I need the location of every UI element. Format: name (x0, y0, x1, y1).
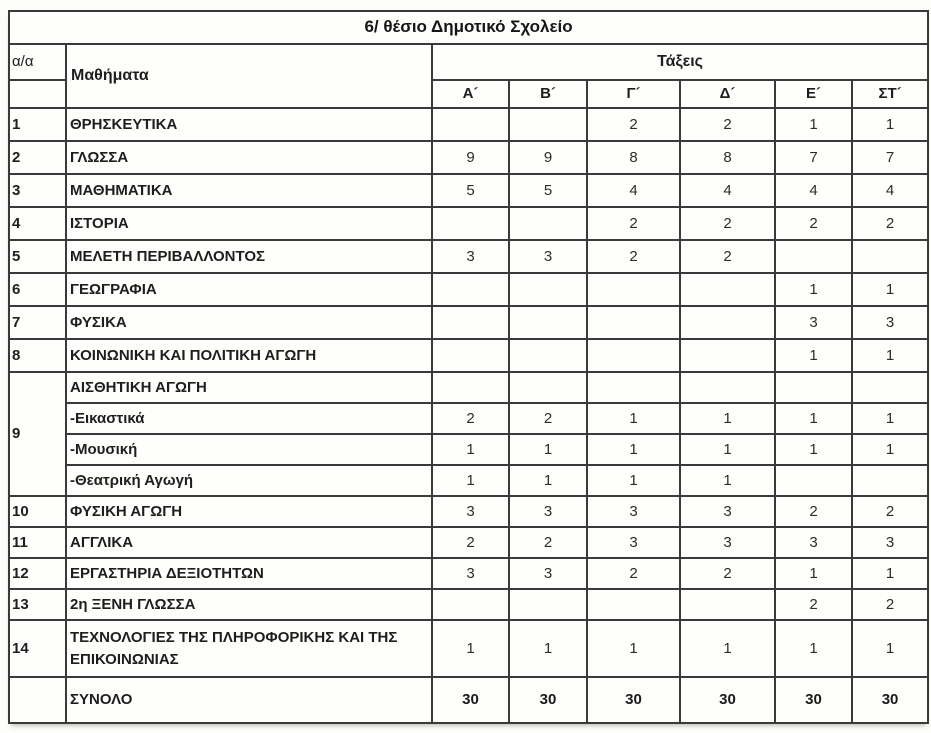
value-cell: 3 (587, 527, 680, 558)
value-cell: 2 (587, 240, 680, 273)
value-cell: 7 (852, 141, 928, 174)
row-number: 1 (9, 108, 66, 141)
value-cell (775, 240, 852, 273)
value-cell: 1 (852, 620, 928, 677)
value-cell: 1 (775, 558, 852, 589)
value-cell: 3 (432, 558, 509, 589)
header-class-b: Β´ (509, 80, 587, 108)
header-classes-group: Τάξεις (432, 44, 928, 80)
value-cell: 3 (432, 496, 509, 527)
value-cell: 1 (587, 465, 680, 496)
table-row (9, 496, 928, 527)
table-row (9, 141, 928, 174)
subject-cell: ΕΡΓΑΣΤΗΡΙΑ ΔΕΞΙΟΤΗΤΩΝ (66, 558, 432, 589)
header-row-top (9, 44, 928, 80)
table-row (9, 620, 928, 677)
value-cell: 3 (680, 527, 775, 558)
value-cell: 2 (775, 589, 852, 620)
value-cell: 1 (587, 403, 680, 434)
row-number: 7 (9, 306, 66, 339)
value-cell: 2 (852, 207, 928, 240)
value-cell: 4 (775, 174, 852, 207)
value-cell (509, 306, 587, 339)
table-sub-row (9, 465, 928, 496)
header-class-st: ΣΤ´ (852, 80, 928, 108)
title-row (9, 11, 928, 44)
table-sub-row (9, 434, 928, 465)
value-cell: 2 (680, 108, 775, 141)
value-cell: 1 (432, 434, 509, 465)
value-cell: 3 (775, 527, 852, 558)
value-cell (775, 465, 852, 496)
subject-cell: ΓΛΩΣΣΑ (66, 141, 432, 174)
row-number: 2 (9, 141, 66, 174)
subject-cell: ΓΕΩΓΡΑΦΙΑ (66, 273, 432, 306)
row-number: 8 (9, 339, 66, 372)
subject-cell: -Μουσική (66, 434, 432, 465)
total-value: 30 (587, 677, 680, 723)
value-cell: 2 (432, 527, 509, 558)
value-cell (432, 108, 509, 141)
table-row (9, 527, 928, 558)
row-number: 4 (9, 207, 66, 240)
header-class-e: Ε´ (775, 80, 852, 108)
value-cell: 1 (509, 465, 587, 496)
table-row (9, 558, 928, 589)
value-cell (509, 339, 587, 372)
row-number: 13 (9, 589, 66, 620)
value-cell: 1 (680, 620, 775, 677)
table-sub-row (9, 403, 928, 434)
value-cell (852, 372, 928, 403)
table-row (9, 207, 928, 240)
value-cell (680, 372, 775, 403)
value-cell: 2 (852, 496, 928, 527)
subject-cell: ΜΕΛΕΤΗ ΠΕΡΙΒΑΛΛΟΝΤΟΣ (66, 240, 432, 273)
value-cell: 8 (587, 141, 680, 174)
value-cell (852, 465, 928, 496)
table-row (9, 306, 928, 339)
value-cell (432, 207, 509, 240)
table-row (9, 372, 928, 403)
value-cell: 5 (432, 174, 509, 207)
subject-cell: ΚΟΙΝΩΝΙΚΗ ΚΑΙ ΠΟΛΙΤΙΚΗ ΑΓΩΓΗ (66, 339, 432, 372)
subject-cell: -Θεατρική Αγωγή (66, 465, 432, 496)
value-cell (432, 273, 509, 306)
value-cell: 1 (852, 273, 928, 306)
value-cell: 2 (775, 207, 852, 240)
value-cell: 1 (775, 108, 852, 141)
total-value: 30 (432, 677, 509, 723)
table-row (9, 273, 928, 306)
value-cell (680, 589, 775, 620)
total-value: 30 (680, 677, 775, 723)
value-cell: 1 (509, 620, 587, 677)
value-cell (680, 339, 775, 372)
value-cell: 1 (432, 620, 509, 677)
header-class-c: Γ´ (587, 80, 680, 108)
value-cell: 1 (680, 403, 775, 434)
value-cell: 1 (775, 620, 852, 677)
value-cell (509, 589, 587, 620)
header-class-a: Α´ (432, 80, 509, 108)
value-cell (587, 589, 680, 620)
value-cell: 4 (852, 174, 928, 207)
value-cell: 1 (775, 339, 852, 372)
row-number: 3 (9, 174, 66, 207)
total-value: 30 (509, 677, 587, 723)
value-cell: 2 (680, 558, 775, 589)
value-cell: 1 (509, 434, 587, 465)
value-cell: 3 (509, 240, 587, 273)
header-class-d: Δ´ (680, 80, 775, 108)
header-index-spacer (9, 80, 66, 108)
value-cell: 5 (509, 174, 587, 207)
value-cell: 2 (775, 496, 852, 527)
value-cell: 2 (680, 207, 775, 240)
total-value: 30 (775, 677, 852, 723)
value-cell: 2 (587, 207, 680, 240)
value-cell: 9 (509, 141, 587, 174)
value-cell: 1 (852, 108, 928, 141)
table-row (9, 240, 928, 273)
value-cell: 3 (432, 240, 509, 273)
total-index-spacer (9, 677, 66, 723)
value-cell: 3 (852, 527, 928, 558)
total-value: 30 (852, 677, 928, 723)
value-cell: 3 (852, 306, 928, 339)
subject-cell: ΜΑΘΗΜΑΤΙΚΑ (66, 174, 432, 207)
value-cell (775, 372, 852, 403)
value-cell (587, 273, 680, 306)
subject-cell: -Εικαστικά (66, 403, 432, 434)
table-row (9, 339, 928, 372)
subject-cell: ΑΙΣΘΗΤΙΚΗ ΑΓΩΓΗ (66, 372, 432, 403)
value-cell: 2 (587, 558, 680, 589)
row-number: 14 (9, 620, 66, 677)
header-subjects: Μαθήματα (66, 44, 432, 108)
value-cell (852, 240, 928, 273)
value-cell: 4 (680, 174, 775, 207)
row-number: 6 (9, 273, 66, 306)
subject-cell: ΑΓΓΛΙΚΑ (66, 527, 432, 558)
value-cell (509, 273, 587, 306)
value-cell: 1 (852, 403, 928, 434)
row-number: 5 (9, 240, 66, 273)
table-row (9, 108, 928, 141)
value-cell: 2 (587, 108, 680, 141)
value-cell: 2 (509, 403, 587, 434)
value-cell (680, 273, 775, 306)
value-cell: 7 (775, 141, 852, 174)
value-cell: 3 (775, 306, 852, 339)
row-number: 11 (9, 527, 66, 558)
value-cell: 3 (509, 558, 587, 589)
value-cell: 1 (775, 434, 852, 465)
value-cell (587, 306, 680, 339)
value-cell (509, 372, 587, 403)
value-cell (432, 306, 509, 339)
value-cell: 8 (680, 141, 775, 174)
value-cell: 9 (432, 141, 509, 174)
value-cell: 2 (509, 527, 587, 558)
value-cell: 1 (680, 434, 775, 465)
value-cell (587, 339, 680, 372)
value-cell (509, 207, 587, 240)
value-cell: 1 (587, 434, 680, 465)
subject-cell: ΦΥΣΙΚΑ (66, 306, 432, 339)
value-cell: 3 (509, 496, 587, 527)
value-cell: 2 (852, 589, 928, 620)
school-timetable-table (8, 10, 929, 724)
value-cell: 1 (775, 403, 852, 434)
value-cell (680, 306, 775, 339)
value-cell: 1 (852, 558, 928, 589)
subject-cell: ΦΥΣΙΚΗ ΑΓΩΓΗ (66, 496, 432, 527)
value-cell: 3 (680, 496, 775, 527)
value-cell: 2 (432, 403, 509, 434)
row-number: 9 (9, 372, 66, 496)
subject-cell: ΘΡΗΣΚΕΥΤΙΚΑ (66, 108, 432, 141)
value-cell: 1 (775, 273, 852, 306)
value-cell (587, 372, 680, 403)
value-cell: 1 (852, 339, 928, 372)
value-cell: 4 (587, 174, 680, 207)
value-cell (432, 339, 509, 372)
subject-cell: 2η ΞΕΝΗ ΓΛΩΣΣΑ (66, 589, 432, 620)
row-number: 12 (9, 558, 66, 589)
page-title: 6/ θέσιο Δημοτικό Σχολείο (9, 11, 928, 44)
value-cell (509, 108, 587, 141)
value-cell: 3 (587, 496, 680, 527)
row-number: 10 (9, 496, 66, 527)
subject-cell: ΙΣΤΟΡΙΑ (66, 207, 432, 240)
table-row (9, 589, 928, 620)
value-cell: 1 (680, 465, 775, 496)
header-index: α/α (9, 44, 66, 80)
value-cell: 1 (587, 620, 680, 677)
total-row (9, 677, 928, 723)
value-cell (432, 372, 509, 403)
value-cell: 2 (680, 240, 775, 273)
value-cell: 1 (852, 434, 928, 465)
value-cell: 1 (432, 465, 509, 496)
table-row (9, 174, 928, 207)
value-cell (432, 589, 509, 620)
total-label: ΣΥΝΟΛΟ (66, 677, 432, 723)
subject-cell: ΤΕΧΝΟΛΟΓΙΕΣ ΤΗΣ ΠΛΗΡΟΦΟΡΙΚΗΣ ΚΑΙ ΤΗΣ ΕΠΙΚΟΙΝΩΝΙΑΣ (66, 620, 432, 677)
